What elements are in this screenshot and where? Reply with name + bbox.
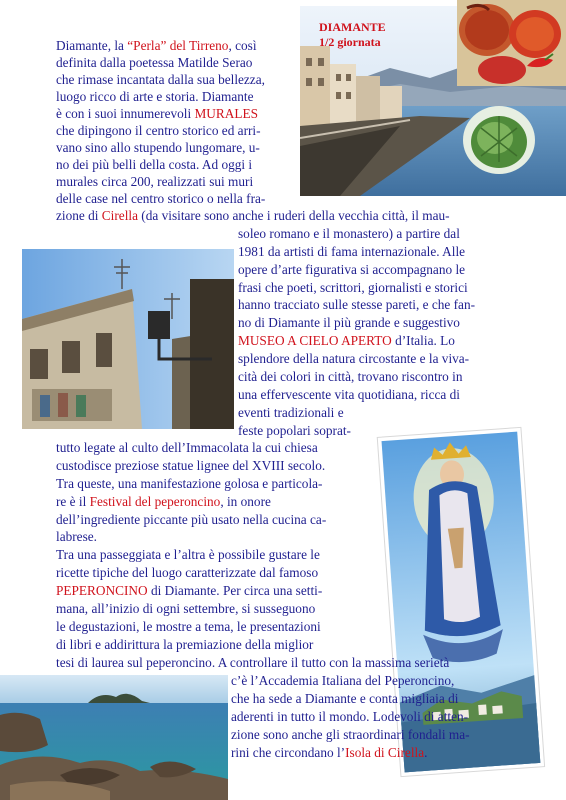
text-run: , in onore bbox=[220, 494, 271, 509]
text-run: re è il bbox=[56, 494, 90, 509]
text-run: eventi tradizionali e bbox=[238, 405, 344, 420]
text-line bbox=[56, 583, 322, 600]
text-run: definita dalla poetessa Matilde Serao bbox=[56, 55, 253, 70]
text-line bbox=[238, 244, 465, 261]
text-line bbox=[56, 547, 320, 564]
text-run: soleo romano e il monastero) a partire dal bbox=[238, 226, 460, 241]
text-run: murales circa 200, realizzati sui muri bbox=[56, 174, 254, 189]
text-line bbox=[56, 494, 271, 511]
text-run: una effervescente vita quotidiana, ricca di bbox=[238, 387, 461, 402]
text-line bbox=[56, 191, 265, 208]
text-run: di Diamante. Per circa una setti- bbox=[147, 583, 323, 598]
text-run: custodisce preziose statue lignee del XVIII secolo. bbox=[56, 458, 326, 473]
highlight-text: PEPERONCINO bbox=[56, 583, 148, 598]
text-line bbox=[56, 55, 252, 72]
heading-subtitle: 1/2 giornata bbox=[319, 35, 381, 49]
text-run: feste popolari soprat- bbox=[238, 423, 351, 438]
text-line bbox=[56, 637, 313, 654]
text-line bbox=[56, 38, 257, 55]
text-line bbox=[56, 458, 325, 475]
highlight-text: MURALES bbox=[194, 106, 259, 121]
highlight-text: “Perla” del Tirreno bbox=[127, 38, 229, 53]
text-run: che ha sede a Diamante e conta migliaia di bbox=[231, 691, 459, 706]
text-run: . bbox=[424, 745, 428, 760]
text-line bbox=[238, 351, 469, 368]
text-run: opere d’arte figurativa si accompagnano le bbox=[238, 262, 466, 277]
text-line bbox=[56, 106, 258, 123]
text-run: rini che circondano l’ bbox=[231, 745, 346, 760]
text-line bbox=[56, 476, 322, 493]
text-run: d’Italia. Lo bbox=[391, 333, 455, 348]
highlight-text: Festival del peperoncino bbox=[89, 494, 221, 509]
text-run: zione di bbox=[56, 208, 102, 223]
text-line bbox=[238, 369, 463, 386]
text-line bbox=[231, 745, 427, 762]
text-run: le degustazioni, le mostre a tema, le presentazioni bbox=[56, 619, 321, 634]
text-run: hanno tracciato sulle stesse pareti, e che fan- bbox=[238, 297, 476, 312]
text-run: ricette tipiche del luogo caratterizzate dal famoso bbox=[56, 565, 319, 580]
text-run: Tra una passeggiata e l’altra è possibile gustare le bbox=[56, 547, 320, 562]
highlight-text: Cirella bbox=[101, 208, 138, 223]
text-run: tesi di laurea sul peperoncino. A controllare il tutto con la massima serietà bbox=[56, 655, 450, 670]
text-line bbox=[238, 405, 344, 422]
text-line bbox=[56, 89, 254, 106]
text-line bbox=[238, 387, 460, 404]
text-line bbox=[238, 226, 460, 243]
text-line bbox=[238, 333, 455, 350]
text-line bbox=[56, 619, 321, 636]
text-run: no di Diamante il più grande e suggestivo bbox=[238, 315, 460, 330]
text-run: mana, all’inizio di ogni settembre, si susseguono bbox=[56, 601, 316, 616]
text-line bbox=[231, 691, 458, 708]
text-run: 1981 da artisti di fama internazionale. Alle bbox=[238, 244, 466, 259]
text-run: no dei più belli della costa. Ad oggi i bbox=[56, 157, 253, 172]
text-line bbox=[56, 123, 261, 140]
text-run: cità dei colori in città, trovano riscontro in bbox=[238, 369, 463, 384]
heading-block bbox=[319, 20, 386, 50]
text-run: di libri e addirittura la premiazione della miglior bbox=[56, 637, 314, 652]
text-run: delle case nel centro storico o nella fra- bbox=[56, 191, 266, 206]
text-run: frasi che poeti, scrittori, giornalisti e storici bbox=[238, 280, 468, 295]
text-run: c’è l’Accademia Italiana del Peperoncino, bbox=[231, 673, 455, 688]
heading-title: DIAMANTE bbox=[319, 20, 386, 34]
text-line bbox=[56, 565, 318, 582]
text-line bbox=[56, 512, 326, 529]
cirella-island-photo bbox=[0, 675, 228, 800]
text-run: tutto legate al culto dell’Immacolata la cui chiesa bbox=[56, 440, 318, 455]
text-line bbox=[238, 280, 468, 297]
murals-street-photo bbox=[22, 249, 234, 429]
chili-peppers-photo bbox=[457, 0, 566, 86]
text-line bbox=[231, 727, 470, 744]
green-pepper-photo bbox=[459, 100, 539, 178]
text-run: , così bbox=[228, 38, 257, 53]
text-run: che dipingono il centro storico ed arri- bbox=[56, 123, 261, 138]
text-run: aderenti in tutto il mondo. Lodevoli di atten- bbox=[231, 709, 469, 724]
text-line bbox=[56, 529, 97, 546]
highlight-text: MUSEO A CIELO APERTO bbox=[238, 333, 392, 348]
text-run: luogo ricco di arte e storia. Diamante bbox=[56, 89, 254, 104]
text-run: dell’ingrediente piccante più usato nella cucina ca- bbox=[56, 512, 327, 527]
text-line bbox=[231, 673, 454, 690]
text-line bbox=[56, 440, 318, 457]
text-line bbox=[56, 601, 315, 618]
text-line bbox=[231, 709, 468, 726]
text-line bbox=[56, 208, 450, 225]
text-line bbox=[56, 72, 265, 89]
text-line bbox=[238, 262, 465, 279]
text-run: (da visitare sono anche i ruderi della vecchia città, il mau- bbox=[137, 208, 450, 223]
text-run: vano sino allo stupendo lungomare, u- bbox=[56, 140, 260, 155]
text-run: Diamante, la bbox=[56, 38, 128, 53]
highlight-text: Isola di Cirella bbox=[345, 745, 425, 760]
text-line bbox=[56, 157, 252, 174]
text-line bbox=[56, 140, 260, 157]
text-line bbox=[238, 297, 475, 314]
text-run: zione sono anche gli straordinari fondali ma- bbox=[231, 727, 470, 742]
text-line bbox=[56, 655, 449, 672]
text-run: è con i suoi innumerevoli bbox=[56, 106, 195, 121]
text-run: labrese. bbox=[56, 529, 97, 544]
text-run: Tra queste, una manifestazione golosa e particola- bbox=[56, 476, 323, 491]
text-line bbox=[238, 315, 460, 332]
text-run: splendore della natura circostante e la viva- bbox=[238, 351, 470, 366]
text-line bbox=[238, 423, 351, 440]
text-line bbox=[56, 174, 253, 191]
text-run: che rimase incantata dalla sua bellezza, bbox=[56, 72, 265, 87]
